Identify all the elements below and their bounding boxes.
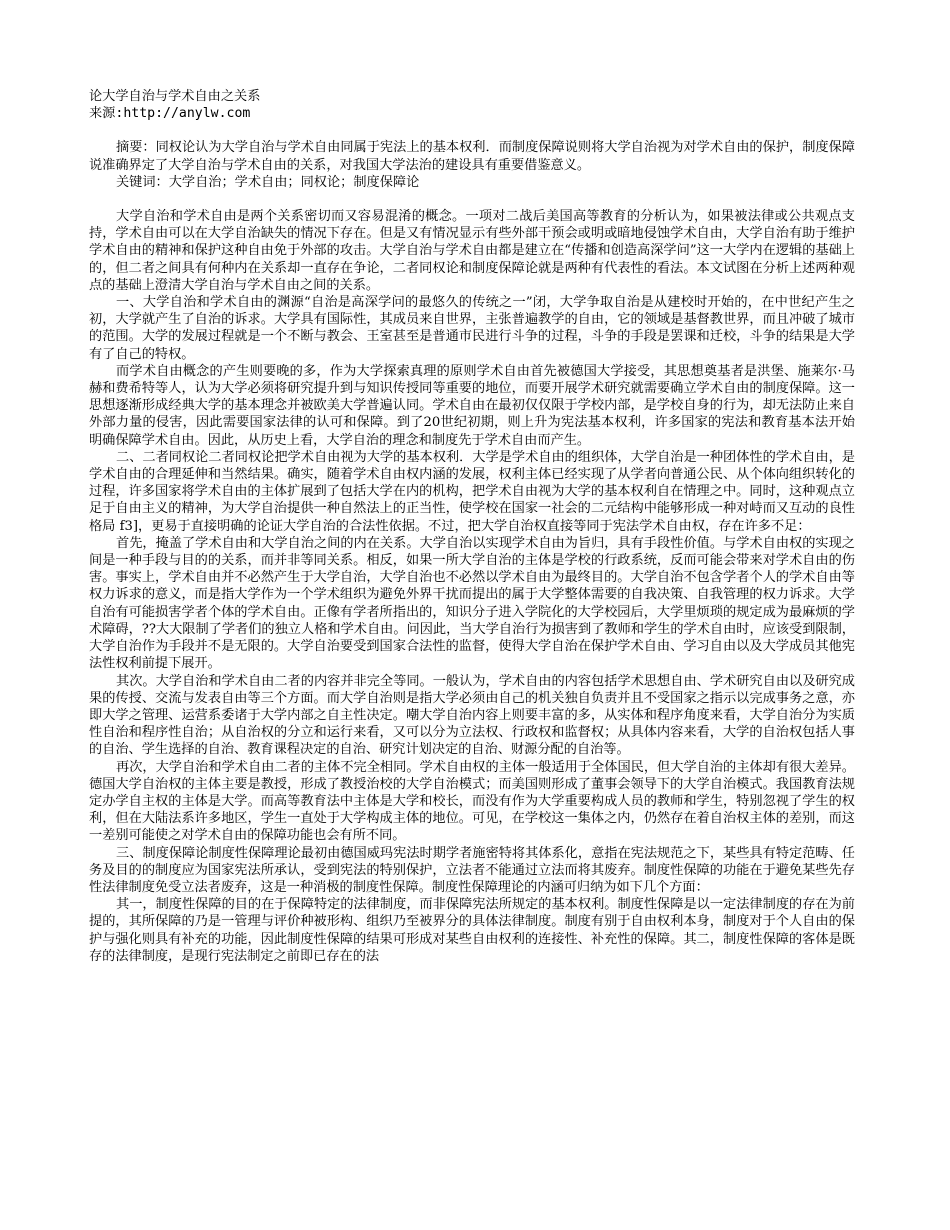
paragraph: 三、制度保障论制度性保障理论最初由德国威玛宪法时期学者施密特将其体系化，意指在宪法规范之下，某些具有特定范畴、任务及目的的制度应为国家宪法所承认，受到宪法的特别保护，立法者不能通过立法而将其废弃。制度性保障的功能在于避免某些先存性法律制度免受立法者废弃，这是一种消极的制度性保障。制度性保障理论的内涵可归纳为如下几个方面： <box>89 845 855 895</box>
source-line <box>89 105 855 122</box>
paragraph: 其次。大学自治和学术自由二者的内容并非完全等同。一般认为，学术自由的内容包括学术思想自由、学术研究自由以及研究成果的传授、交流与发表自由等三个方面。而大学自治则是指大学必须由自己的机关独自负责并且不受国家之指示以完成事务之意，亦即大学之管理、运营系委诸于大学内部之自主性决定。嘲大学自治内容上则要丰富的多，从实体和程序角度来看，大学自治分为实质性自治和程序性自治；从自治权的分立和运行来看，又可以分为立法权、行政权和监督权；从具体内容来看，大学的自治权包括人事的自治、学生选择的自治、教育课程决定的自治、研究计划决定的自治、财源分配的自治等。 <box>89 673 855 758</box>
paragraph: 二、二者同权论二者同权论把学术自由视为大学的基本权利．大学是学术自由的组织体，大学自治是一种团体性的学术自由，是学术自由的合理延伸和当然结果。确实，随着学术自由权内涵的发展，权利主体已经实现了从学者向普通公民、从个体向组织转化的过程，许多国家将学术自由的主体扩展到了包括大学在内的机构，把学术自由视为大学的基本权利自在情理之中。同时，这种观点立足于自由主义的精神，为大学自治提供一种自然法上的正当性，使学校在国家一社会的二元结构中能够形成一种对峙而又互动的良性格局 f3]，更易于直接明确的论证大学自治的合法性依据。不过，把大学自治权直接等同于宪法学术自由权，存在许多不足： <box>89 449 855 534</box>
source-url[interactable]: http://anylw.com <box>123 106 251 122</box>
document-page <box>89 88 855 965</box>
paragraph: 而学术自由概念的产生则要晚的多，作为大学探索真理的原则学术自由首先被德国大学接受，其思想奠基者是洪堡、施莱尔·马赫和费希特等人，认为大学必须将研究提升到与知识传授同等重要的地位，而要开展学术研究就需要确立学术自由的制度保障。这一思想逐渐形成经典大学的基本理念并被欧美大学普遍认同。学术自由在最初仅仅限于学校内部，是学校自身的行为，却无法防止来自外部力量的侵害，因此需要国家法律的认可和保障。到了20世纪初期，则上升为宪法基本权利，许多国家的宪法和教育基本法开始明确保障学术自由。因此，从历史上看，大学自治的理念和制度先于学术自由而产生。 <box>89 363 855 448</box>
abstract: 摘要：同权论认为大学自治与学术自由同属于宪法上的基本权利．而制度保障说则将大学自治视为对学术自由的保护，制度保障说准确界定了大学自治与学术自由的关系，对我国大学法治的建设具有重要借鉴意义。 <box>89 140 855 173</box>
source-label: 来源: <box>89 106 124 122</box>
paragraph: 一、大学自治和学术自由的渊源“自治是高深学问的最悠久的传统之一”闭，大学争取自治是从建校时开始的，在中世纪产生之初，大学就产生了自治的诉求。大学具有国际性，其成员来自世界，主张普遍教学的自由，它的领域是基督教世界，而且冲破了城市的范围。大学的发展过程就是一个不断与教会、王室甚至是普通市民进行斗争的过程，斗争的手段是罢课和迁校，斗争的结果是大学有了自己的特权。 <box>89 295 855 362</box>
paragraph: 首先，掩盖了学术自由和大学自治之间的内在关系。大学自治以实现学术自由为旨归，具有手段性价值。与学术自由权的实现之间是一种手段与目的的关系，而并非等同关系。相反，如果一所大学自治的主体是学校的行政系统，反而可能会带来对学术自由的伤害。事实上，学术自由并不必然产生于大学自治，大学自治也不必然以学术自由为最终目的。大学自治不包含学者个人的学术自由等权力诉求的意义，而是指大学作为一个学术组织为避免外界干扰而提出的属于大学整体需要的自我决策、自我管理的权力诉求。大学自治有可能损害学者个体的学术自由。正像有学者所指出的，知识分子进入学院化的大学校园后，大学里烦琐的规定成为最麻烦的学术障碍，??大大限制了学者们的独立人格和学术自由。问因此，当大学自治行为损害到了教师和学生的学术自由时，应该受到限制，大学自治作为手段并不是无限的。大学自治要受到国家合法性的监督，使得大学自治在保护学术自由、学习自由以及大学成员其他宪法性权利前提下展开。 <box>89 535 855 672</box>
document-title: 论大学自治与学术自由之关系 <box>89 89 261 104</box>
paragraph: 大学自治和学术自由是两个关系密切而又容易混淆的概念。一项对二战后美国高等教育的分析认为，如果被法律或公共观点支持，学术自由可以在大学自治缺失的情况下存在。但是又有情况显示有些外部干预会或明或暗地侵蚀学术自由，大学自治有助于维护学术自由的精神和保护这种自由免于外部的攻击。大学自治与学术自由都是建立在“传播和创造高深学问”这一大学内在逻辑的基础上的，但二者之间具有何种内在关系却一直存在争论，二者同权论和制度保障论就是两种有代表性的看法。本文试图在分析上述两种观点的基础上澄清大学自治与学术自由之间的关系。 <box>89 209 855 293</box>
paragraph: 再次，大学自治和学术自由二者的主体不完全相同。学术自由权的主体一般适用于全体国民，但大学自治的主体却有很大差异。德国大学自治权的主体主要是教授，形成了教授治校的大学自治模式；而美国则形成了董事会领导下的大学自治模式。我国教育法规定办学自主权的主体是大学。而高等教育法中主体是大学和校长，而没有作为大学重要构成人员的教师和学生，特别忽视了学生的权利，但在大陆法系许多地区，学生一直处于大学构成主体的地位。可见，在学校这一集体之内，仍然存在着自治权主体的差别，而这一差别可能使之对学术自由的保障功能也会有所不同。 <box>89 759 855 844</box>
keywords: 关键词：大学自治；学术自由；同权论；制度保障论 <box>116 174 420 190</box>
paragraph: 其一，制度性保障的目的在于保障特定的法律制度，而非保障宪法所规定的基本权利。制度性保障是以一定法律制度的存在为前提的，其所保障的乃是一管理与评价种被形构、组织乃至被界分的具体法律制度。制度有别于自由权利本身，制度对于个人自由的保护与强化则具有补充的功能，因此制度性保障的结果可形成对某些自由权利的连接性、补充性的保障。其二，制度性保障的客体是既存的法律制度，是现行宪法制定之前即已存在的法 <box>89 897 855 964</box>
